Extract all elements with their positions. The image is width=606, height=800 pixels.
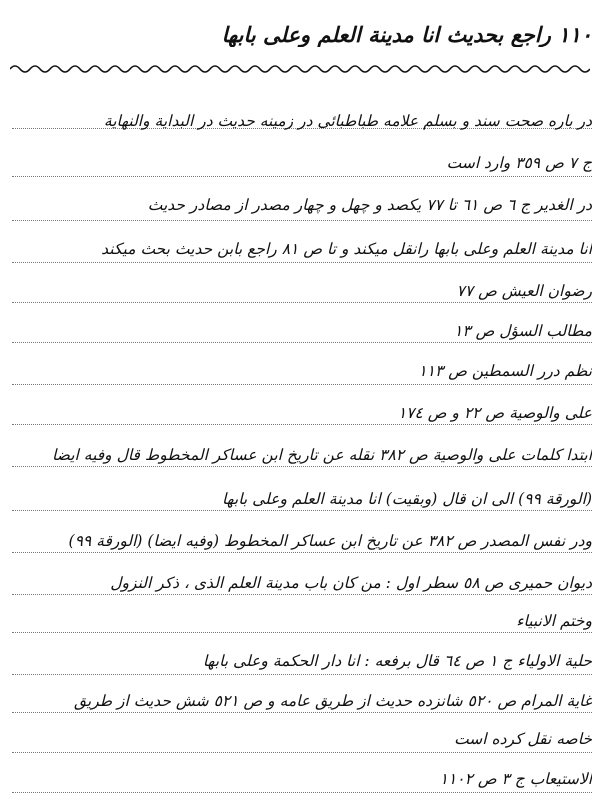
- ruled-line: [12, 712, 592, 713]
- note-line: انا مدینة العلم وعلی بابها رانقل میکند و تا ص ٨١ راجع بابن حدیث بحث میکند: [101, 240, 592, 258]
- note-line: ج ٧ ص ٣٥٩ وارد است: [446, 154, 592, 172]
- note-line: نظم درر السمطین ص ١١٣: [418, 362, 592, 380]
- note-line: مطالب السؤل ص ١٣: [454, 322, 592, 340]
- ruled-line: [12, 632, 592, 633]
- note-line: غایة المرام ص ٥٢٠ شانزده حدیث از طریق عامه و ص ٥٢١ شش حدیث از طریق: [73, 692, 592, 710]
- note-line: ابتدا کلمات علی والوصیة ص ٣٨٢ نقله عن تاریخ ابن عساکر المخطوط قال وفیه ایضا: [52, 446, 592, 464]
- ruled-line: [12, 792, 592, 793]
- ruled-line: [12, 552, 592, 553]
- wavy-separator: [10, 62, 590, 76]
- ruled-line: [12, 674, 592, 675]
- page-heading: ١١٠ راجع بحديث انا مدينة العلم وعلى بابها: [221, 22, 592, 47]
- note-line: علی والوصیة ص ٢٢ و ص ١٧٤: [397, 404, 592, 422]
- ruled-line: [12, 302, 592, 303]
- note-line: ودر نفس المصدر ص ٣٨٢ عن تاریخ ابن عساکر المخطوط (وفیه ایضا) (الورقة ٩٩): [68, 532, 592, 550]
- ruled-line: [12, 176, 592, 177]
- note-line: حلیة الاولیاء ج ١ ص ٦٤ قال برفعه : انا دار الحکمة وعلی بابها: [202, 652, 592, 670]
- note-line: خاصه نقل کرده است: [454, 730, 592, 748]
- note-line: دیوان حمیری ص ٥٨ سطر اول : من کان باب مدینة العلم الذی ، ذکر النزول: [110, 574, 592, 592]
- ruled-line: [12, 220, 592, 221]
- note-line: رضوان العیش ص ٧٧: [456, 282, 592, 300]
- ruled-line: [12, 594, 592, 595]
- ruled-line: [12, 384, 592, 385]
- note-line: در الغدیر ج ٦ ص ٦١ تا ٧٧ یکصد و چهل و چهار مصدر از مصادر حدیث: [147, 196, 592, 214]
- ruled-line: [12, 342, 592, 343]
- ruled-line: [12, 424, 592, 425]
- ruled-line: [12, 262, 592, 263]
- note-line: وختم الانبیاء: [516, 612, 592, 630]
- note-line: (الورقة ٩٩) الی ان قال (وبقیت) انا مدینة العلم وعلی بابها: [222, 490, 592, 508]
- ruled-line: [12, 752, 592, 753]
- ruled-line: [12, 466, 592, 467]
- note-line: در باره صحت سند و بسلم علامه طباطبائی در زمینه حدیث در البدایة والنهایة: [103, 112, 592, 130]
- note-line: الاستیعاب ج ٣ ص ١١٠٢: [439, 770, 592, 788]
- ruled-line: [12, 510, 592, 511]
